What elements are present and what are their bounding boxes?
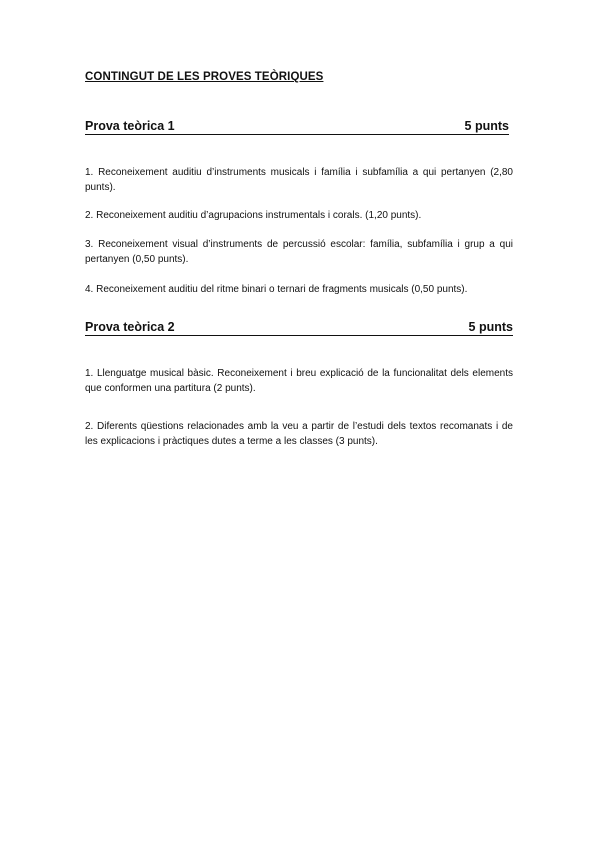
section-points: 5 punts bbox=[464, 119, 509, 133]
list-item: 2. Reconeixement auditiu d’agrupacions instrumentals i corals. (1,20 punts). bbox=[85, 210, 422, 221]
section-title: Prova teòrica 2 bbox=[85, 320, 175, 334]
list-item: 1. Llenguatge musical bàsic. Reconeixement i breu explicació de la funcionalitat dels elements que conformen una partitura (2 punts). bbox=[85, 368, 513, 394]
section-header-prova-2 bbox=[85, 320, 513, 336]
list-item: 1. Reconeixement auditiu d’instruments musicals i família i subfamília a qui pertanyen (2,80 punts). bbox=[85, 167, 513, 193]
list-item: 4. Reconeixement auditiu del ritme binari o ternari de fragments musicals (0,50 punts). bbox=[85, 284, 468, 295]
section-title: Prova teòrica 1 bbox=[85, 119, 175, 133]
section-header-prova-1 bbox=[85, 119, 509, 135]
document-title: CONTINGUT DE LES PROVES TEÒRIQUES bbox=[85, 71, 324, 83]
section-points: 5 punts bbox=[468, 320, 513, 334]
list-item: 3. Reconeixement visual d’instruments de percussió escolar: família, subfamília i grup a qui pertanyen (0,50 punts). bbox=[85, 239, 513, 265]
list-item: 2. Diferents qüestions relacionades amb la veu a partir de l’estudi dels textos recomanats i de les explicacions i pràctiques dutes a terme a les classes (3 punts). bbox=[85, 421, 513, 447]
